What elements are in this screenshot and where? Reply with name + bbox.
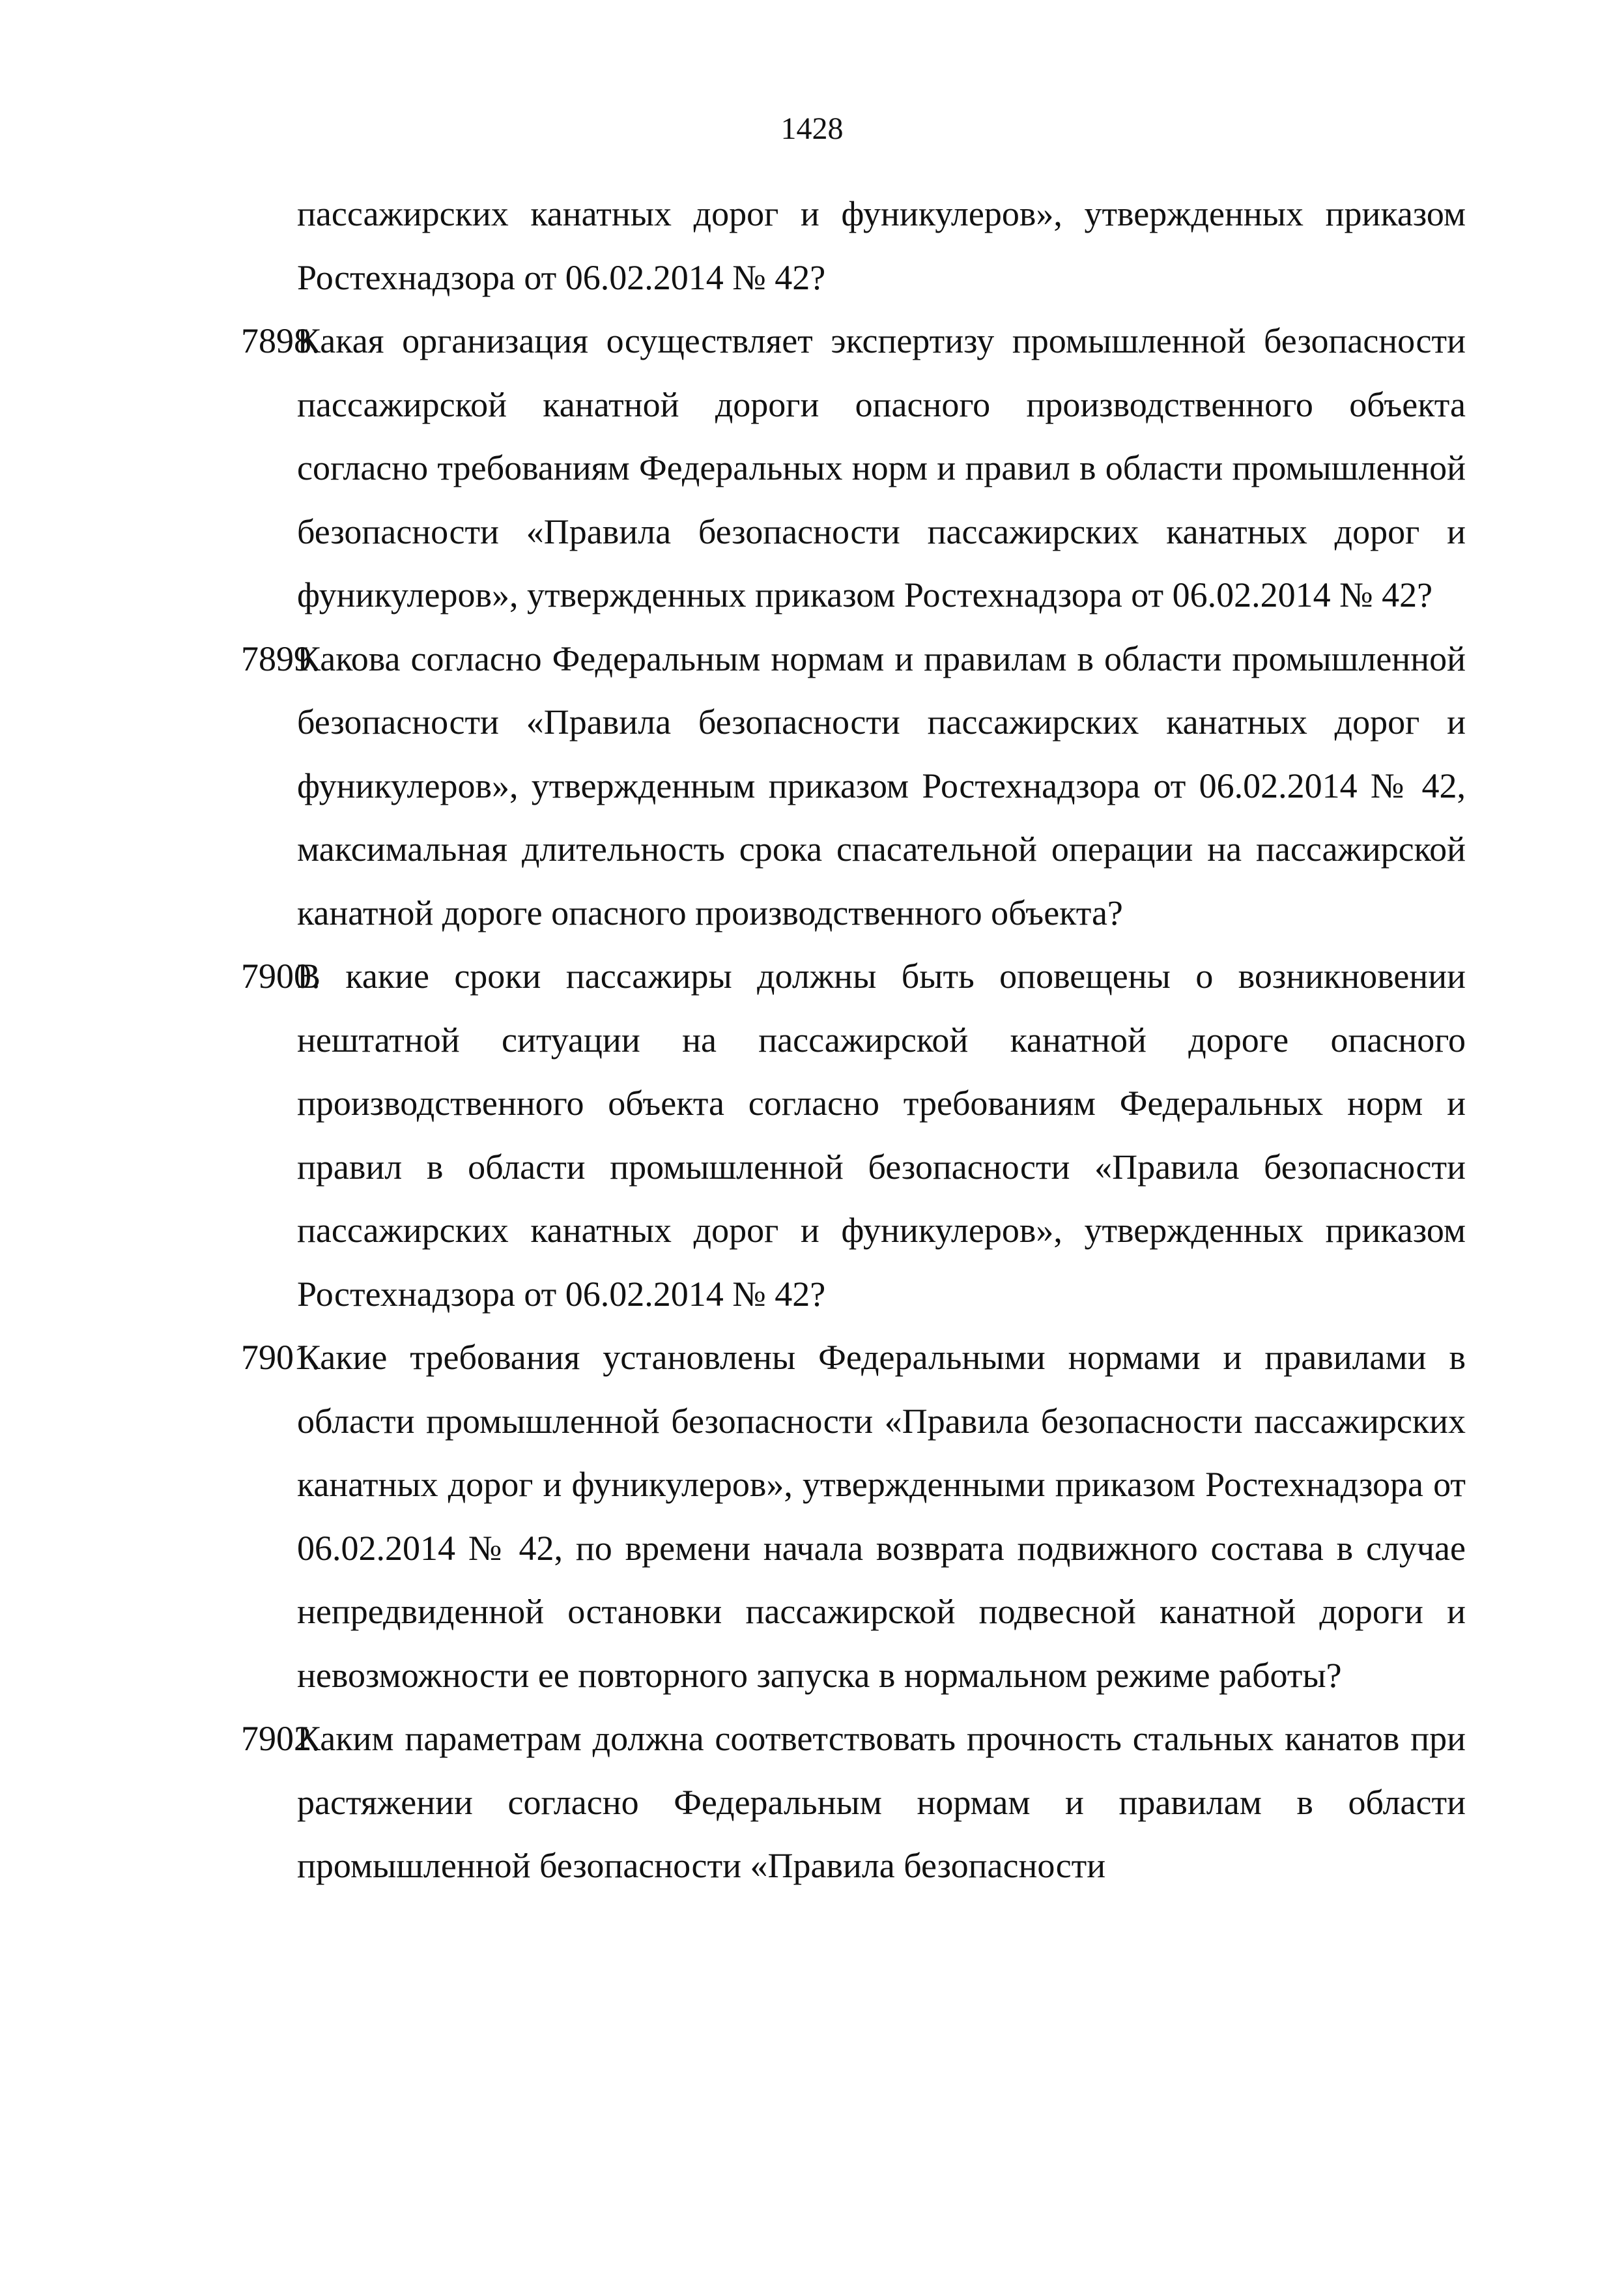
document-body bbox=[241, 182, 1466, 1898]
question-number: 7901. bbox=[241, 1338, 321, 1377]
question-number: 7898. bbox=[241, 321, 321, 360]
question-number: 7899. bbox=[241, 639, 321, 678]
question-text: Какие требования установлены Федеральными нормами и правилами в области промышленной безопасности «Правила безопасности пассажирских канатных дорог и фуникулеров», утвержденными приказом Ростехнадзора от 06.02.2014 № 42, по времени начала возврата подвижного состава в случае непредвиденной остановки пассажирской подвесной канатной дороги и невозможности ее повторного запуска в нормальном режиме работы? bbox=[297, 1338, 1466, 1695]
question-text: В какие сроки пассажиры должны быть оповещены о возникновении нештатной ситуации на пассажирской канатной дороге опасного производственного объекта согласно требованиям Федеральных норм и правил в области промышленной безопасности «Правила безопасности пассажирских канатных дорог и фуникулеров», утвержденных приказом Ростехнадзора от 06.02.2014 № 42? bbox=[297, 957, 1466, 1314]
question-text: Какая организация осуществляет экспертизу промышленной безопасности пассажирской канатной дороги опасного производственного объекта согласно требованиям Федеральных норм и правил в области промышленной безопасности «Правила безопасности пассажирских канатных дорог и фуникулеров», утвержденных приказом Ростехнадзора от 06.02.2014 № 42? bbox=[297, 321, 1466, 614]
question-item bbox=[241, 1326, 1466, 1707]
question-item bbox=[241, 310, 1466, 627]
question-item bbox=[241, 627, 1466, 945]
question-text: Каким параметрам должна соответствовать прочность стальных канатов при растяжении согласно Федеральным нормам и правилам в области промышленной безопасности «Правила безопасности bbox=[297, 1719, 1466, 1885]
question-number: 7902. bbox=[241, 1719, 321, 1758]
question-text: Какова согласно Федеральным нормам и правилам в области промышленной безопасности «Правила безопасности пассажирских канатных дорог и фуникулеров», утвержденным приказом Ростехнадзора от 06.02.2014 № 42, максимальная длительность срока спасательной операции на пассажирской канатной дороге опасного производственного объекта? bbox=[297, 639, 1466, 932]
continuation-paragraph: пассажирских канатных дорог и фуникулеров», утвержденных приказом Ростехнадзора от 06.02.2014 № 42? bbox=[297, 194, 1466, 297]
question-item bbox=[241, 1707, 1466, 1898]
question-number: 7900. bbox=[241, 957, 321, 996]
page-number: 1428 bbox=[780, 111, 844, 146]
question-item bbox=[241, 945, 1466, 1326]
